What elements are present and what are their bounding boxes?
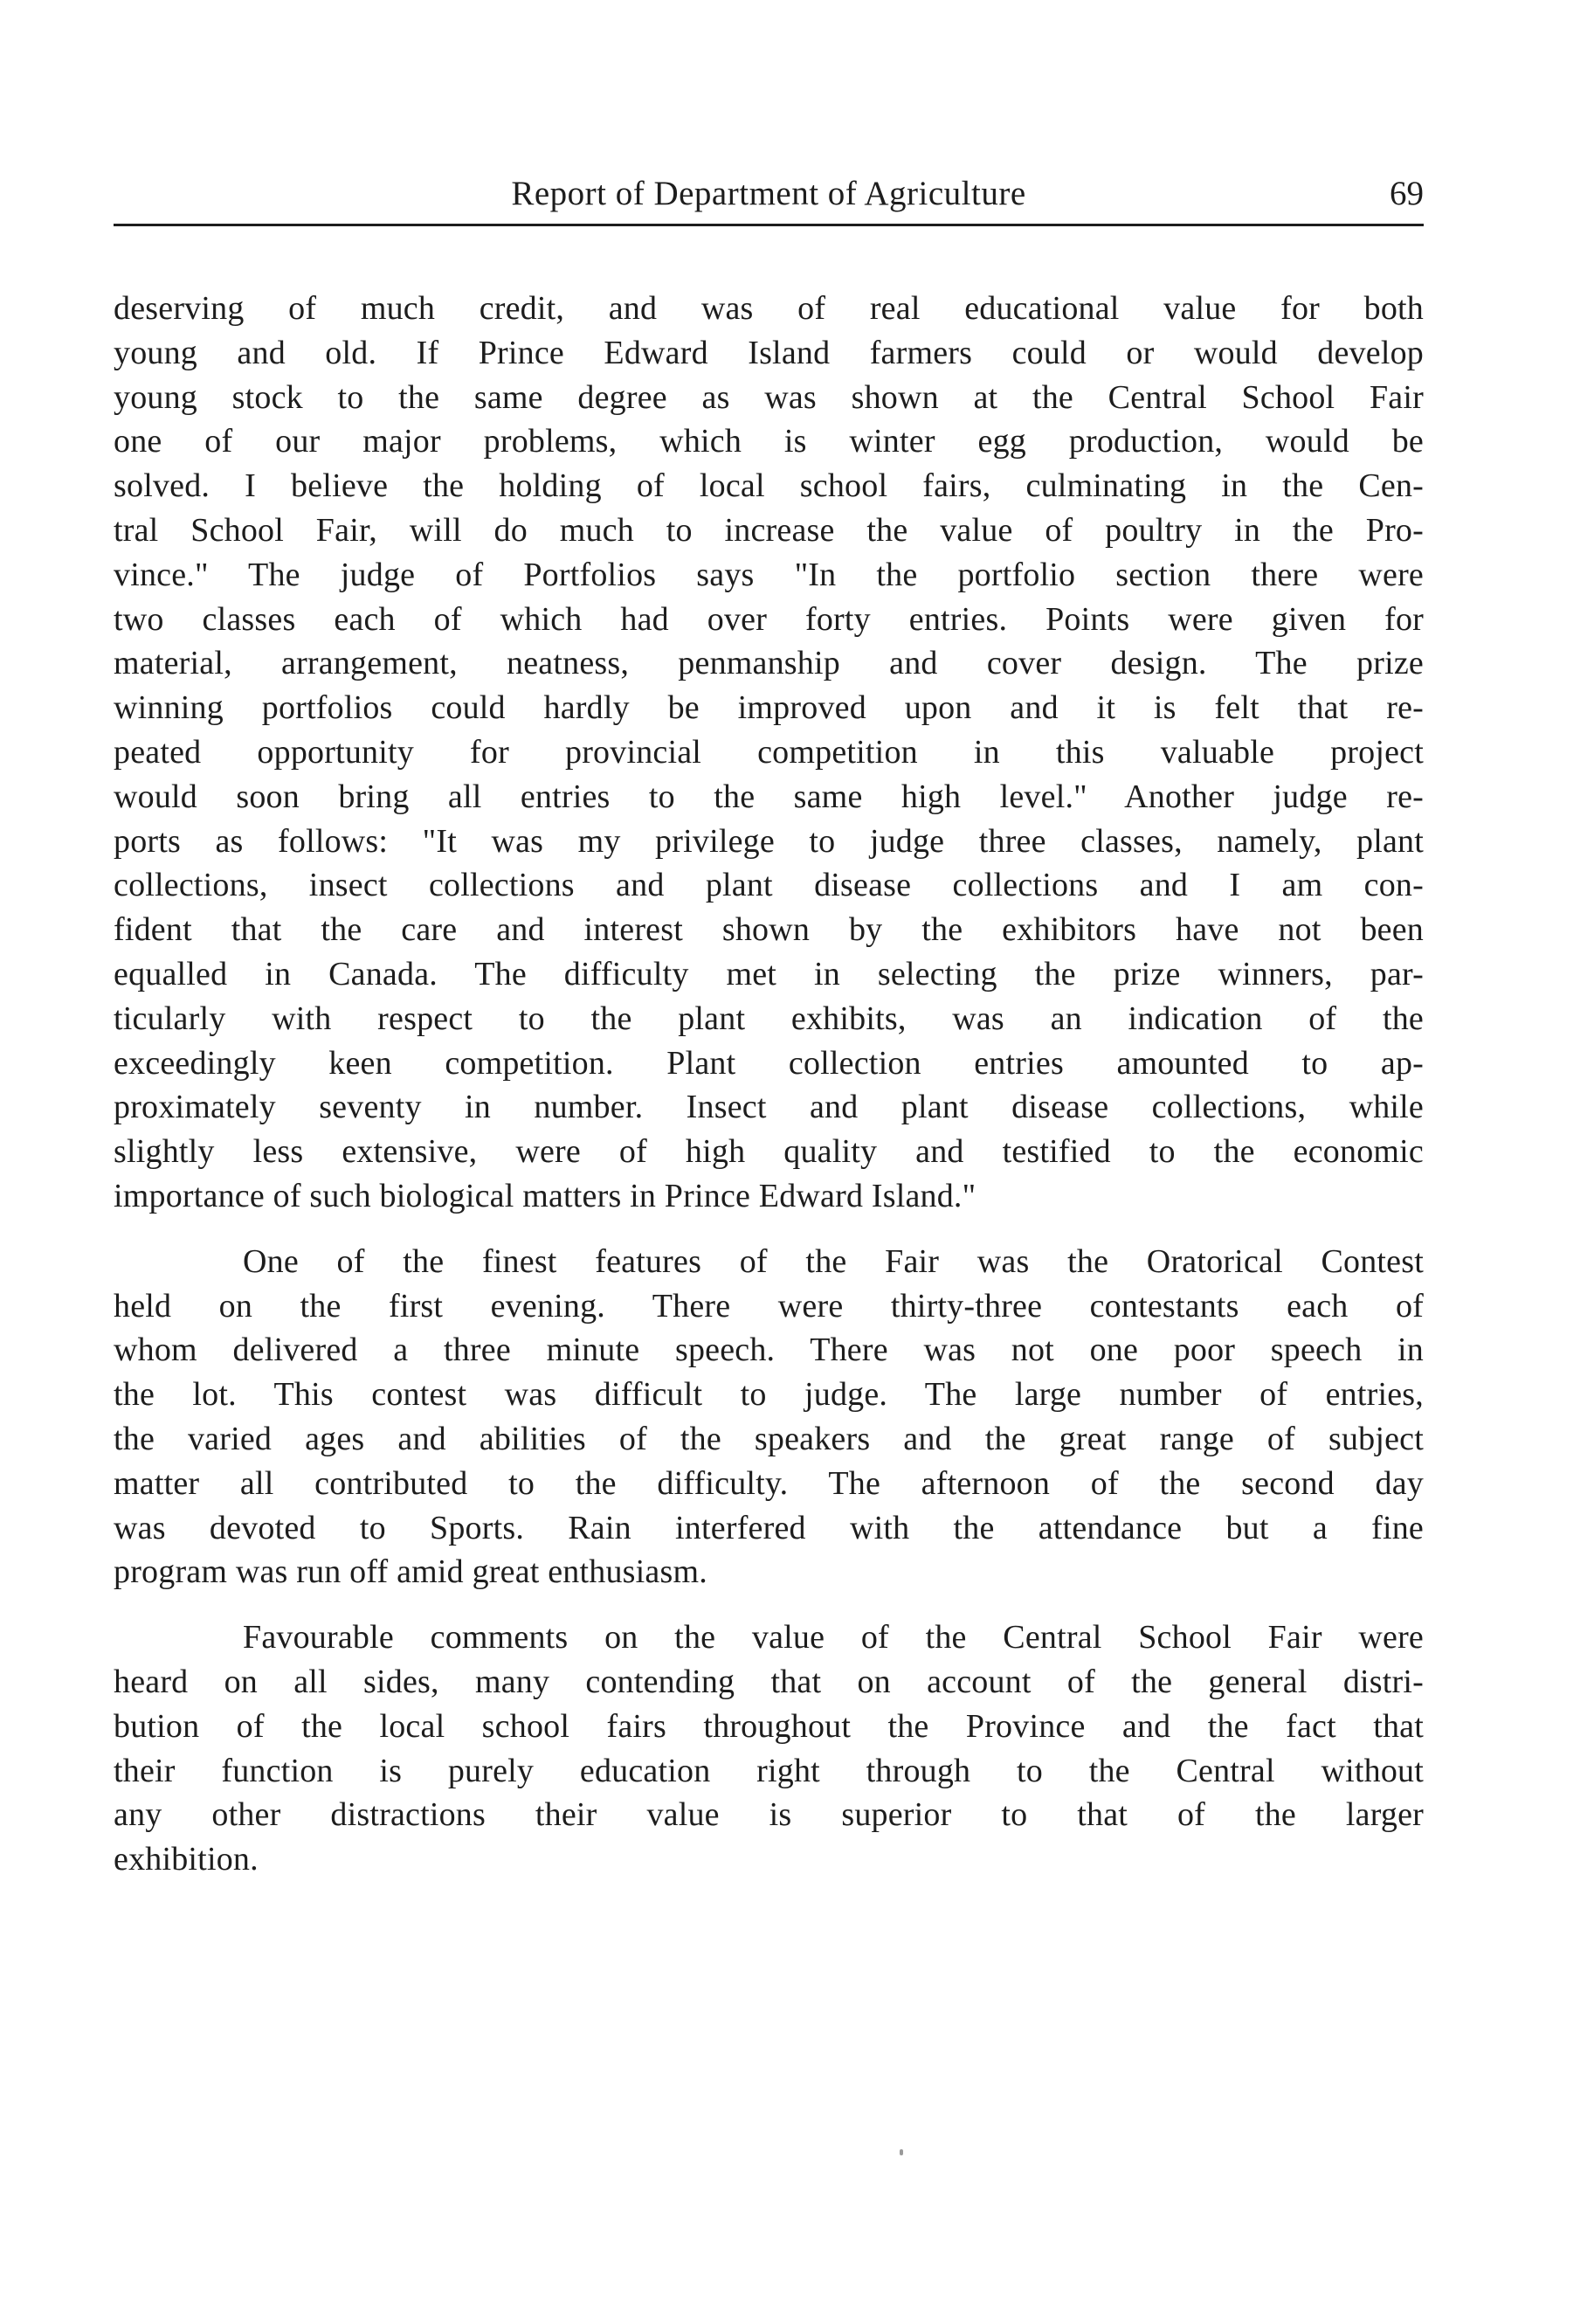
text-line: importance of such biological matters in Prince Edward Island." bbox=[114, 1177, 976, 1214]
paragraph bbox=[114, 1615, 1424, 1882]
text-line: the varied ages and abilities of the speakers and the great range of subject bbox=[114, 1420, 1424, 1457]
header-rule bbox=[114, 224, 1424, 226]
text-line: equalled in Canada. The difficulty met in selecting the prize winners, par- bbox=[114, 955, 1424, 993]
text-line: whom delivered a three minute speech. There was not one poor speech in bbox=[114, 1331, 1424, 1369]
text-line: collections, insect collections and plant disease collections and I am con- bbox=[114, 867, 1424, 904]
text-line: ports as follows: "It was my privilege to judge three classes, namely, plant bbox=[114, 822, 1424, 860]
text-line: solved. I believe the holding of local school fairs, culminating in the Cen- bbox=[114, 467, 1424, 505]
text-line: deserving of much credit, and was of real educational value for both bbox=[114, 290, 1424, 327]
text-line: would soon bring all entries to the same high level." Another judge re- bbox=[114, 778, 1424, 815]
text-line: heard on all sides, many contending that on account of the general distri- bbox=[114, 1663, 1424, 1700]
page-number: 69 bbox=[1390, 175, 1424, 212]
paragraph bbox=[114, 1240, 1424, 1594]
text-line: their function is purely education right through to the Central without bbox=[114, 1752, 1424, 1789]
text-line: winning portfolios could hardly be improved upon and it is felt that re- bbox=[114, 689, 1424, 727]
text-line: young and old. If Prince Edward Island farmers could or would develop bbox=[114, 334, 1424, 371]
paragraph-gap bbox=[114, 1219, 1424, 1240]
text-line: exhibition. bbox=[114, 1841, 259, 1878]
text-line: young stock to the same degree as was shown at the Central School Fair bbox=[114, 378, 1424, 416]
running-title: Report of Department of Agriculture bbox=[511, 175, 1026, 212]
text-line: two classes each of which had over forty entries. Points were given for bbox=[114, 600, 1424, 638]
text-line: held on the first evening. There were thirty-three contestants each of bbox=[114, 1287, 1424, 1325]
text-line: material, arrangement, neatness, penmanship and cover design. The prize bbox=[114, 645, 1424, 682]
text-line: proximately seventy in number. Insect and plant disease collections, while bbox=[114, 1089, 1424, 1126]
running-head bbox=[114, 171, 1424, 224]
text-line: peated opportunity for provincial competition in this valuable project bbox=[114, 733, 1424, 771]
text-line: was devoted to Sports. Rain interfered with the attendance but a fine bbox=[114, 1509, 1424, 1546]
text-line: program was run off amid great enthusiasm. bbox=[114, 1553, 707, 1591]
paragraph-gap bbox=[114, 1594, 1424, 1615]
text-line: ticularly with respect to the plant exhibits, was an indication of the bbox=[114, 999, 1424, 1037]
text-line: any other distractions their value is superior to that of the larger bbox=[114, 1796, 1424, 1834]
text-line: fident that the care and interest shown by the exhibitors have not been bbox=[114, 911, 1424, 949]
text-line: the lot. This contest was difficult to judge. The large number of entries, bbox=[114, 1376, 1424, 1414]
text-line: exceedingly keen competition. Plant collection entries amounted to ap- bbox=[114, 1044, 1424, 1082]
paragraph bbox=[114, 287, 1424, 1219]
body-text bbox=[114, 287, 1424, 1882]
text-line: slightly less extensive, were of high quality and testified to the economic bbox=[114, 1133, 1424, 1171]
text-line: matter all contributed to the difficulty. The afternoon of the second day bbox=[114, 1464, 1424, 1502]
text-line: bution of the local school fairs throughout the Province and the fact that bbox=[114, 1707, 1424, 1745]
text-line: tral School Fair, will do much to increase the value of poultry in the Pro- bbox=[114, 511, 1424, 549]
text-line: vince." The judge of Portfolios says "In the portfolio section there were bbox=[114, 556, 1424, 593]
scan-speck bbox=[900, 2149, 903, 2155]
text-line: One of the finest features of the Fair was the Oratorical Contest bbox=[243, 1242, 1424, 1280]
text-line: Favourable comments on the value of the Central School Fair were bbox=[243, 1619, 1424, 1657]
text-line: one of our major problems, which is winter egg production, would be bbox=[114, 423, 1424, 460]
